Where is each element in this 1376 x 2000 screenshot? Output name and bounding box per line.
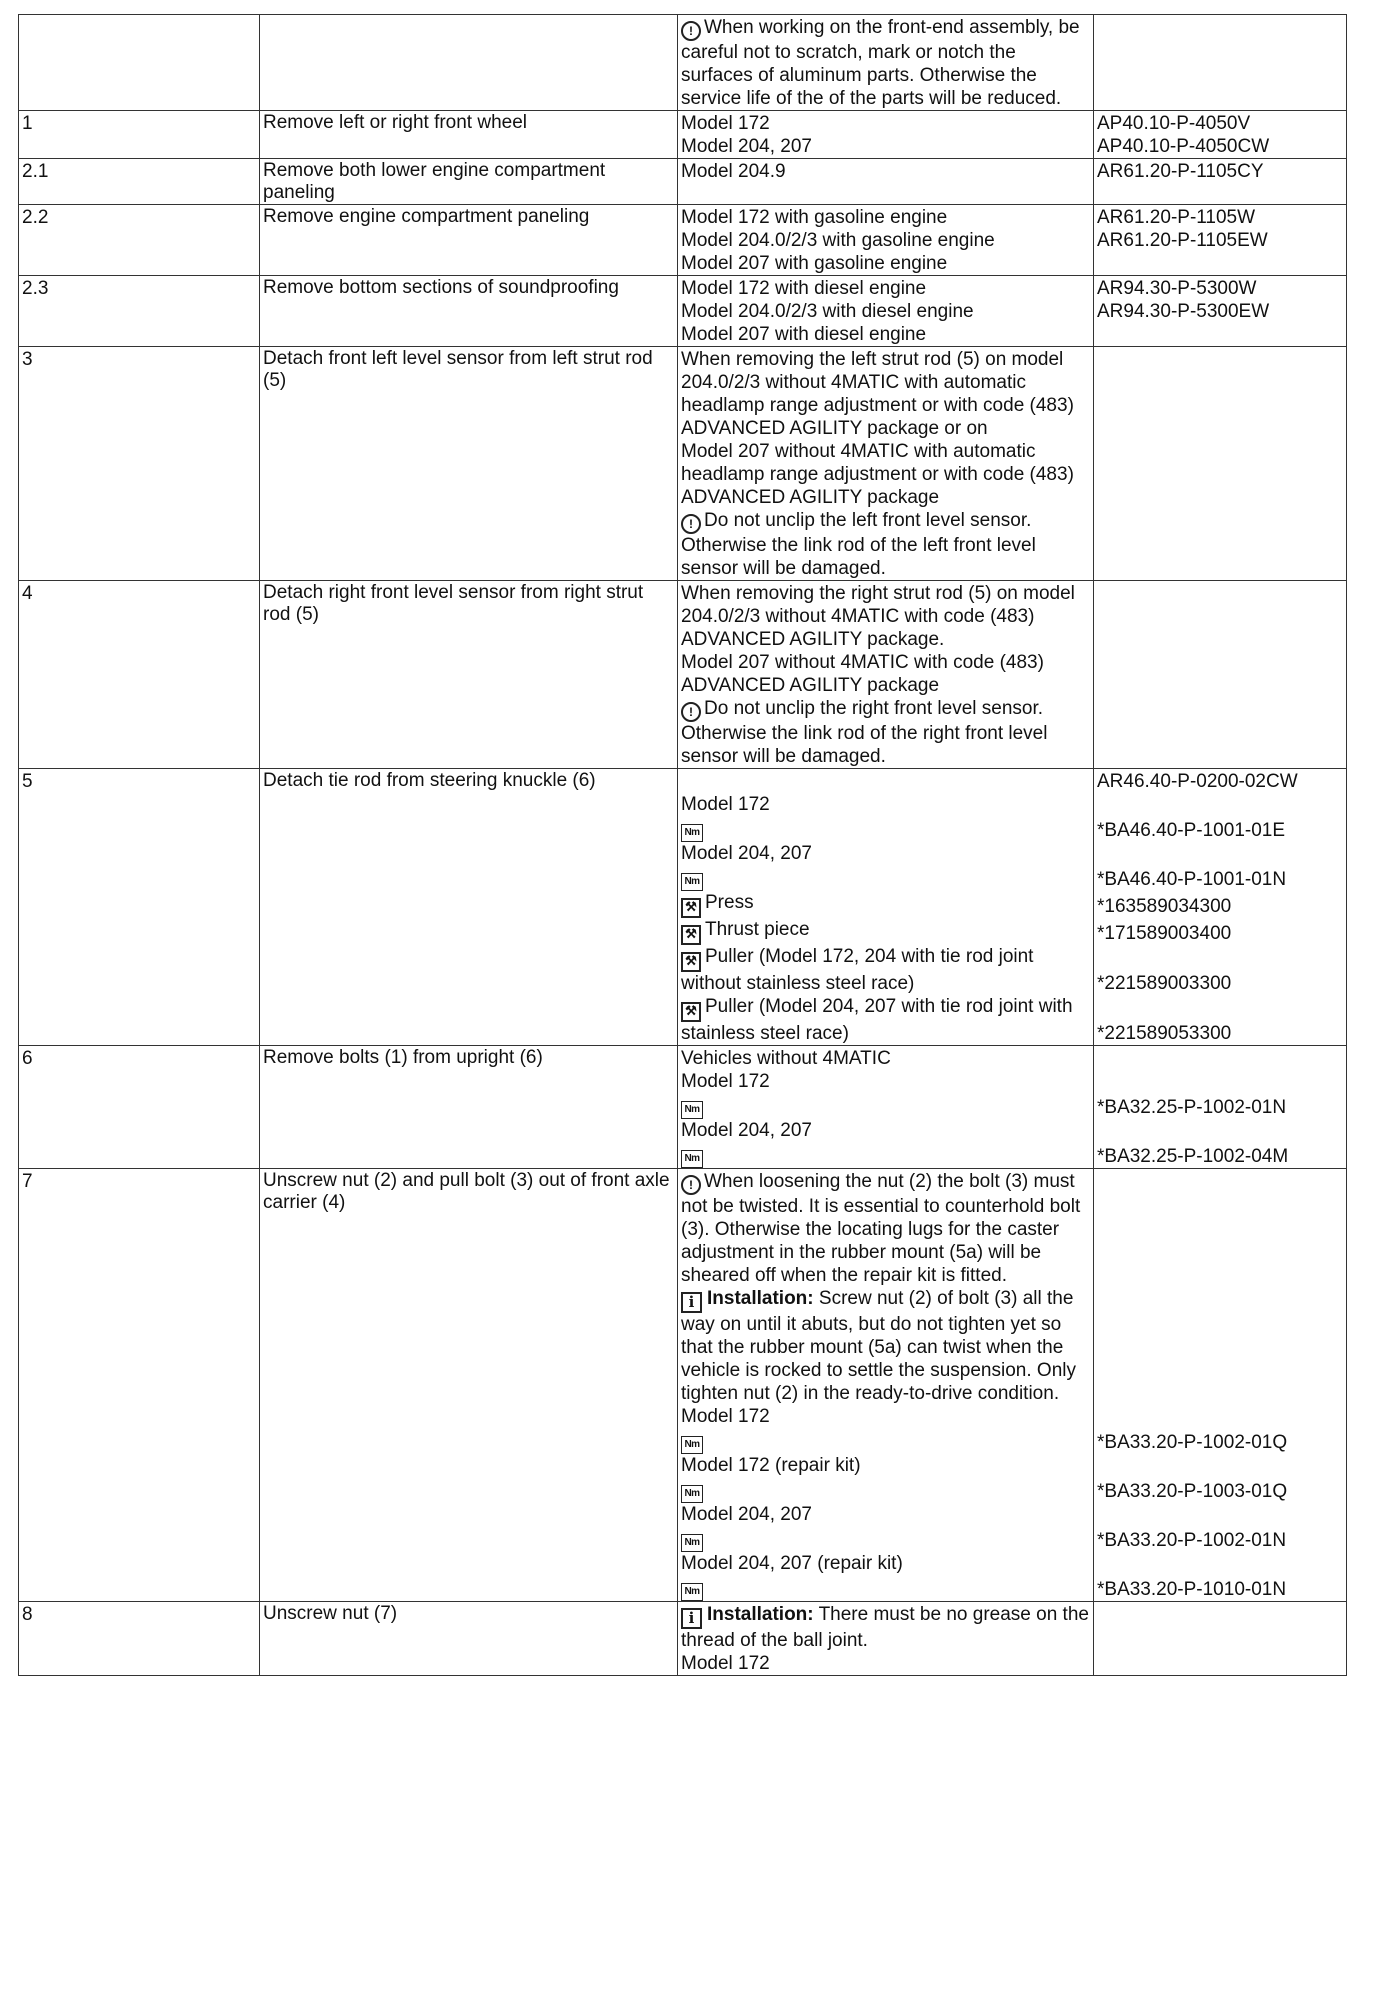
reference-code-text: *BA46.40-P-1001-01N — [1097, 869, 1287, 890]
note-body: Model 204, 207 — [681, 843, 812, 864]
notes-cell — [678, 1169, 1094, 1602]
note-body: When removing the left strut rod (5) on model 204.0/2/3 without 4MATIC with automatic headlamp range adjustment or with code (483) ADVANCED AGILITY package or on — [681, 349, 1074, 439]
note-text — [681, 1477, 1089, 1503]
note-text — [681, 112, 1089, 135]
note-text — [681, 112, 1089, 135]
note-text — [681, 582, 1089, 651]
note-body: There must be no grease on the thread of the ball joint. — [681, 1604, 1089, 1651]
note-text — [681, 160, 1089, 183]
reference-code-text: *BA33.20-P-1003-01Q — [1097, 1481, 1288, 1502]
note-text — [681, 206, 1089, 229]
reference-code[interactable]: AP40.10-P-4050V — [1097, 113, 1251, 134]
procedure-table — [18, 14, 1347, 1676]
note-body: When removing the right strut rod (5) on model 204.0/2/3 without 4MATIC with code (483) ADVANCED AGILITY package. — [681, 583, 1075, 650]
reference-code[interactable]: AR61.20-P-1105CY — [1097, 161, 1264, 182]
reference-code[interactable] — [1097, 1170, 1342, 1287]
operation-cell — [260, 15, 678, 111]
step-number-cell: 4 — [19, 581, 260, 769]
note-body: Model 172 (repair kit) — [681, 1455, 861, 1476]
note-body: Do not unclip the right front level sensor. Otherwise the link rod of the right front level sensor will be damaged. — [681, 698, 1048, 767]
reference-code-text: *BA33.20-P-1010-01N — [1097, 1579, 1287, 1600]
notes-cell — [678, 581, 1094, 769]
note-install — [681, 1603, 1089, 1652]
reference-code[interactable] — [1097, 1287, 1342, 1405]
note-caution — [681, 697, 1089, 768]
note-text — [681, 1503, 1089, 1526]
reference-code[interactable] — [1097, 770, 1342, 793]
reference-code[interactable] — [1097, 1652, 1342, 1675]
torque-nm-icon: Nm — [681, 1150, 703, 1168]
reference-code[interactable] — [1097, 891, 1342, 918]
note-body: Model 204, 207 (repair kit) — [681, 1553, 903, 1574]
torque-nm-icon: Nm — [681, 1583, 703, 1601]
note-body: Vehicles without 4MATIC — [681, 1048, 891, 1069]
operation-cell: Remove engine compartment paneling — [260, 205, 678, 276]
note-torque — [681, 1093, 1089, 1119]
reference-code[interactable] — [1097, 1552, 1342, 1575]
note-text — [681, 135, 1089, 158]
note-body: Model 172 — [681, 794, 770, 815]
special-tool-icon: ⚒ — [681, 952, 701, 972]
note-body: When working on the front-end assembly, be careful not to scratch, mark or notch the surfaces of aluminum parts. Otherwise the service life of the of the parts will be reduced. — [681, 17, 1080, 109]
note-body: Model 207 with diesel engine — [681, 324, 927, 345]
reference-cell — [1094, 205, 1347, 276]
reference-code[interactable] — [1097, 842, 1342, 865]
note-torque — [681, 1575, 1089, 1601]
note-text — [681, 509, 1089, 580]
note-body: Model 172 — [681, 1406, 770, 1427]
operation-cell: Remove bolts (1) from upright (6) — [260, 1046, 678, 1169]
torque-nm-icon: Nm — [681, 1485, 703, 1503]
note-text — [681, 995, 1089, 1045]
note-text — [681, 842, 1089, 865]
reference-code[interactable] — [1097, 1428, 1342, 1454]
note-torque — [681, 816, 1089, 842]
reference-code[interactable] — [1097, 918, 1342, 945]
step-number-cell: 3 — [19, 347, 260, 581]
reference-code[interactable] — [1097, 995, 1342, 1045]
note-text — [681, 1093, 1089, 1119]
reference-code[interactable] — [1097, 945, 1342, 995]
note-text — [681, 135, 1089, 158]
reference-code[interactable] — [1097, 1119, 1342, 1142]
note-text — [681, 1603, 1089, 1652]
note-body: Model 204.0/2/3 with gasoline engine — [681, 230, 995, 251]
table-row — [19, 276, 1347, 347]
note-body: Thrust piece — [705, 919, 810, 940]
note-caution — [681, 1170, 1089, 1287]
note-body: Model 204.0/2/3 with diesel engine — [681, 301, 974, 322]
note-caution — [681, 509, 1089, 580]
caution-icon: ! — [681, 514, 701, 534]
note-text — [681, 160, 1089, 183]
note-caution — [681, 16, 1089, 110]
special-tool-icon: ⚒ — [681, 1002, 701, 1022]
reference-code[interactable] — [1097, 1603, 1342, 1652]
note-install — [681, 1287, 1089, 1405]
note-text — [681, 1070, 1089, 1093]
note-text — [681, 1047, 1089, 1070]
note-tool — [681, 945, 1089, 995]
reference-cell — [1094, 581, 1347, 769]
note-text — [681, 651, 1089, 697]
reference-code[interactable] — [1097, 1477, 1342, 1503]
note-body: Model 204, 207 — [681, 1120, 812, 1141]
note-torque — [681, 1477, 1089, 1503]
reference-code[interactable] — [1097, 1503, 1342, 1526]
reference-code[interactable] — [1097, 1142, 1342, 1168]
note-body: Model 207 with gasoline engine — [681, 253, 948, 274]
note-body: Model 172 with diesel engine — [681, 278, 927, 299]
operation-cell: Detach tie rod from steering knuckle (6) — [260, 769, 678, 1046]
torque-nm-icon: Nm — [681, 1436, 703, 1454]
torque-nm-icon: Nm — [681, 1534, 703, 1552]
reference-code[interactable] — [1097, 1454, 1342, 1477]
reference-cell — [1094, 111, 1347, 159]
note-text — [681, 300, 1089, 323]
note-text — [681, 842, 1089, 865]
reference-code[interactable] — [1097, 816, 1342, 842]
note-text — [681, 1454, 1089, 1477]
operation-cell: Detach right front level sensor from right strut rod (5) — [260, 581, 678, 769]
note-body: Model 172 — [681, 1071, 770, 1092]
note-text — [681, 252, 1089, 275]
reference-code-text: *163589034300 — [1097, 896, 1232, 917]
step-number-cell: 8 — [19, 1602, 260, 1676]
reference-code-text: *BA33.20-P-1002-01Q — [1097, 1432, 1288, 1453]
note-text — [681, 1405, 1089, 1428]
notes-cell — [678, 1046, 1094, 1169]
note-text — [681, 1526, 1089, 1552]
note-text — [681, 1287, 1089, 1405]
note-text — [681, 582, 1089, 651]
note-text — [681, 865, 1089, 891]
special-tool-icon: ⚒ — [681, 898, 701, 918]
note-text — [681, 1047, 1089, 1070]
note-body: Model 172 — [681, 113, 770, 134]
reference-code[interactable]: AR61.20-P-1105W — [1097, 207, 1256, 228]
reference-cell — [1094, 1169, 1347, 1602]
notes-cell — [678, 1602, 1094, 1676]
note-text — [681, 651, 1089, 697]
operation-cell: Unscrew nut (7) — [260, 1602, 678, 1676]
reference-code-text: *221589003300 — [1097, 973, 1232, 994]
torque-nm-icon: Nm — [681, 873, 703, 891]
reference-code[interactable] — [1097, 865, 1342, 891]
table-row — [19, 581, 1347, 769]
table-row — [19, 205, 1347, 276]
step-number-cell: 1 — [19, 111, 260, 159]
note-text — [681, 1575, 1089, 1601]
reference-cell — [1094, 15, 1347, 111]
note-text — [681, 252, 1089, 275]
reference-code[interactable] — [1097, 1526, 1342, 1552]
note-text — [681, 697, 1089, 768]
note-text — [681, 1652, 1089, 1675]
note-text — [681, 348, 1089, 440]
notes-cell — [678, 769, 1094, 1046]
reference-code[interactable] — [1097, 1070, 1342, 1093]
note-body: When loosening the nut (2) the bolt (3) must not be twisted. It is essential to counterhold bolt (3). Otherwise the locating lugs for the caster adjustment in the rubber mount (5a) will be sheared off when the repair kit is fitted. — [681, 1171, 1081, 1286]
note-torque — [681, 1526, 1089, 1552]
note-text — [681, 1170, 1089, 1287]
reference-code-text: *BA46.40-P-1001-01E — [1097, 820, 1286, 841]
table-row — [19, 15, 1347, 111]
note-text — [681, 300, 1089, 323]
note-text — [681, 1652, 1089, 1675]
reference-cell — [1094, 276, 1347, 347]
table-row — [19, 111, 1347, 159]
caution-icon: ! — [681, 1175, 701, 1195]
note-text — [681, 440, 1089, 509]
note-text — [681, 1142, 1089, 1168]
table-row — [19, 1169, 1347, 1602]
note-body: Puller (Model 204, 207 with tie rod joint with stainless steel race) — [681, 996, 1073, 1044]
notes-cell — [678, 276, 1094, 347]
note-text — [681, 206, 1089, 229]
reference-code[interactable] — [1097, 1405, 1342, 1428]
step-number-cell: 2.3 — [19, 276, 260, 347]
note-body: Model 207 without 4MATIC with code (483) ADVANCED AGILITY package — [681, 652, 1044, 696]
note-body: Model 172 with gasoline engine — [681, 207, 948, 228]
step-number-cell: 6 — [19, 1046, 260, 1169]
step-number-cell: 5 — [19, 769, 260, 1046]
note-text — [681, 1119, 1089, 1142]
note-body: Model 207 without 4MATIC with automatic headlamp range adjustment or with code (483) ADVANCED AGILITY package — [681, 441, 1074, 508]
note-text — [681, 323, 1089, 346]
table-row — [19, 769, 1347, 1046]
reference-code[interactable]: AR94.30-P-5300W — [1097, 278, 1257, 299]
note-body: Model 204, 207 — [681, 136, 812, 157]
info-icon: i — [681, 1292, 702, 1313]
note-text — [681, 1552, 1089, 1575]
reference-cell — [1094, 347, 1347, 581]
notes-cell — [678, 347, 1094, 581]
note-torque — [681, 865, 1089, 891]
reference-code-text: *BA33.20-P-1002-01N — [1097, 1530, 1287, 1551]
note-body: Puller (Model 172, 204 with tie rod joint without stainless steel race) — [681, 946, 1034, 994]
notes-cell — [678, 111, 1094, 159]
reference-cell — [1094, 1046, 1347, 1169]
note-text — [681, 816, 1089, 842]
note-text — [681, 1405, 1089, 1428]
reference-cell — [1094, 1602, 1347, 1676]
reference-code-text: *221589053300 — [1097, 1023, 1232, 1044]
reference-cell — [1094, 159, 1347, 205]
step-number-cell: 2.2 — [19, 205, 260, 276]
note-body: Do not unclip the left front level sensor. Otherwise the link rod of the left front level sensor will be damaged. — [681, 510, 1036, 579]
note-text — [681, 1503, 1089, 1526]
note-text — [681, 440, 1089, 509]
note-text — [681, 323, 1089, 346]
note-blank — [681, 770, 1089, 793]
note-text — [681, 945, 1089, 995]
note-text — [681, 1119, 1089, 1142]
reference-code-text: AR46.40-P-0200-02CW — [1097, 771, 1298, 792]
reference-code[interactable] — [1097, 793, 1342, 816]
note-text — [681, 229, 1089, 252]
note-text — [681, 1428, 1089, 1454]
reference-code[interactable] — [1097, 1047, 1342, 1070]
reference-cell — [1094, 769, 1347, 1046]
table-row — [19, 1046, 1347, 1169]
note-body: Model 204.9 — [681, 161, 786, 182]
reference-code[interactable]: AP40.10-P-4050CW — [1097, 136, 1270, 157]
reference-code[interactable] — [1097, 1093, 1342, 1119]
installation-label: Installation: — [707, 1288, 814, 1309]
operation-cell: Remove bottom sections of soundproofing — [260, 276, 678, 347]
note-text — [681, 348, 1089, 440]
torque-nm-icon: Nm — [681, 824, 703, 842]
reference-code-text: *BA32.25-P-1002-04M — [1097, 1146, 1289, 1167]
note-text — [681, 1070, 1089, 1093]
caution-icon: ! — [681, 21, 701, 41]
note-text — [681, 277, 1089, 300]
torque-nm-icon: Nm — [681, 1101, 703, 1119]
note-tool — [681, 995, 1089, 1045]
note-body: Model 204, 207 — [681, 1504, 812, 1525]
operation-cell: Remove both lower engine compartment paneling — [260, 159, 678, 205]
reference-code[interactable]: AR94.30-P-5300EW — [1097, 301, 1270, 322]
note-text — [681, 229, 1089, 252]
note-text — [681, 277, 1089, 300]
note-text — [681, 793, 1089, 816]
note-tool — [681, 918, 1089, 945]
note-tool — [681, 891, 1089, 918]
installation-label: Installation: — [707, 1604, 814, 1625]
step-number-cell: 2.1 — [19, 159, 260, 205]
operation-cell: Remove left or right front wheel — [260, 111, 678, 159]
note-text — [681, 918, 1089, 945]
notes-cell — [678, 15, 1094, 111]
table-row — [19, 1602, 1347, 1676]
special-tool-icon: ⚒ — [681, 925, 701, 945]
note-text — [681, 1454, 1089, 1477]
note-text — [681, 793, 1089, 816]
reference-code-text: *171589003400 — [1097, 923, 1232, 944]
note-text — [681, 770, 1089, 793]
operation-cell: Unscrew nut (2) and pull bolt (3) out of front axle carrier (4) — [260, 1169, 678, 1602]
note-body: Screw nut (2) of bolt (3) all the way on until it abuts, but do not tighten yet so that the rubber mount (5a) can twist when the vehicle is rocked to settle the suspension. Only tighten nut (2) in the ready-to-drive condition. — [681, 1288, 1076, 1404]
reference-code-text: *BA32.25-P-1002-01N — [1097, 1097, 1287, 1118]
notes-cell — [678, 159, 1094, 205]
note-body: Press — [705, 892, 754, 913]
note-torque — [681, 1428, 1089, 1454]
step-number-cell: 7 — [19, 1169, 260, 1602]
note-text — [681, 891, 1089, 918]
table-row — [19, 159, 1347, 205]
note-torque — [681, 1142, 1089, 1168]
note-text — [681, 16, 1089, 110]
table-row — [19, 347, 1347, 581]
reference-code[interactable] — [1097, 1575, 1342, 1601]
procedure-table-body — [19, 15, 1347, 1676]
notes-cell — [678, 205, 1094, 276]
reference-code[interactable]: AR61.20-P-1105EW — [1097, 230, 1268, 251]
step-number-cell — [19, 15, 260, 111]
caution-icon: ! — [681, 702, 701, 722]
operation-cell: Detach front left level sensor from left strut rod (5) — [260, 347, 678, 581]
note-text — [681, 1552, 1089, 1575]
note-body: Model 172 — [681, 1653, 770, 1674]
info-icon: i — [681, 1608, 702, 1629]
